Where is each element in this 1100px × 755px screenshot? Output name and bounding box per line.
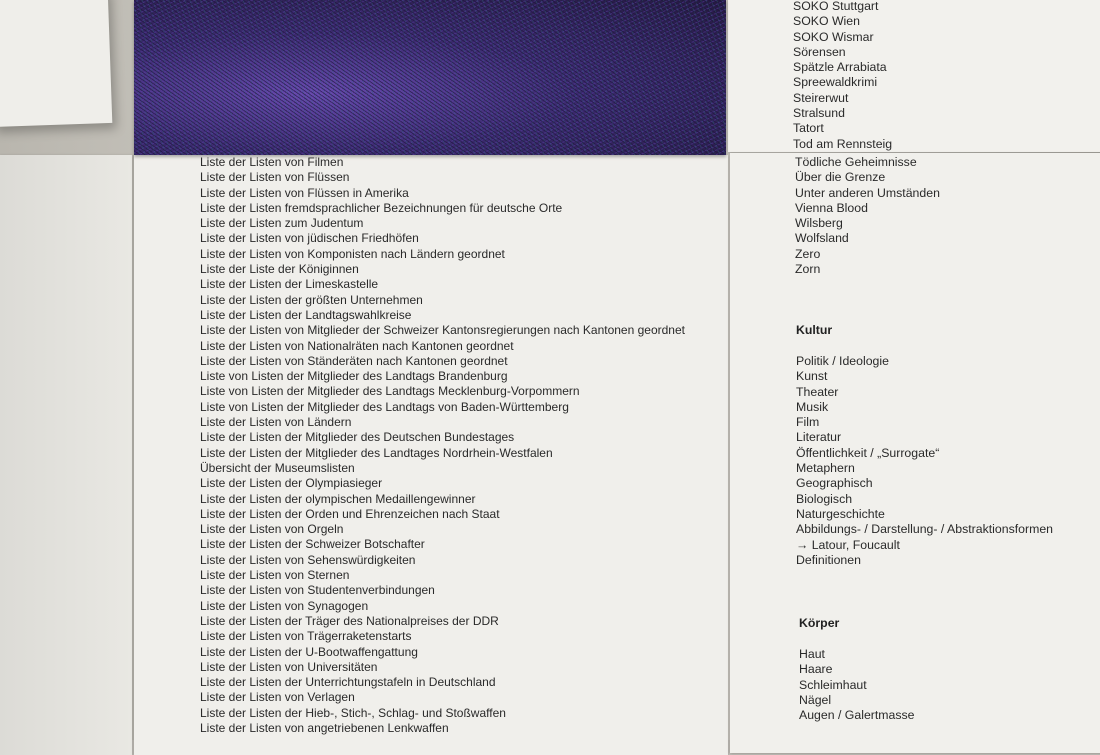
list-item: Kunst xyxy=(796,369,828,384)
list-item: Zero xyxy=(795,246,821,261)
list-item: Musik xyxy=(796,399,829,414)
koerper-list xyxy=(799,647,915,723)
list-item: Zorn xyxy=(795,262,821,277)
list-item: Unter anderen Umständen xyxy=(795,185,940,200)
list-item: Liste der Listen zum Judentum xyxy=(200,216,364,231)
list-item: Liste der Listen von jüdischen Friedhöfen xyxy=(200,231,419,246)
list-item: Film xyxy=(796,415,820,430)
list-item: → Latour, Foucault xyxy=(796,537,900,552)
list-item: Liste der Listen von Ständeräten nach Kantonen geordnet xyxy=(200,353,508,368)
list-item: Wilsberg xyxy=(795,216,843,231)
kultur-heading: Kultur xyxy=(796,323,833,337)
list-item: Spätzle Arrabiata xyxy=(793,60,887,75)
list-item: Liste der Listen der Mitglieder des Deutschen Bundestages xyxy=(200,430,515,445)
list-item: Liste der Listen der Träger des Nationalpreises der DDR xyxy=(200,613,499,628)
list-item: Öffentlichkeit / „Surrogate“ xyxy=(796,445,940,460)
list-item: SOKO Wismar xyxy=(793,29,874,44)
list-item: Biologisch xyxy=(796,491,853,506)
list-item: Augen / Galertmasse xyxy=(799,708,915,723)
list-item: Liste von Listen der Mitglieder des Landtags von Baden-Württemberg xyxy=(200,399,569,414)
list-item: Liste der Listen der Olympiasieger xyxy=(200,476,383,491)
list-item: Vienna Blood xyxy=(795,200,868,215)
list-item: Steirerwut xyxy=(793,90,849,105)
list-item: Spreewaldkrimi xyxy=(793,75,878,90)
list-item: Liste der Listen von Studentenverbindungen xyxy=(200,583,435,598)
list-item: Liste der Listen von Sternen xyxy=(200,568,350,583)
list-item: Liste der Listen von Orgeln xyxy=(200,522,344,537)
list-item: Schleimhaut xyxy=(799,677,867,692)
list-item: Liste der Listen von Flüssen in Amerika xyxy=(200,185,409,200)
list-item: Politik / Ideologie xyxy=(796,354,889,368)
kultur-list xyxy=(796,354,1053,568)
list-item: Theater xyxy=(796,384,839,399)
list-item: Tatort xyxy=(793,121,824,136)
list-item: Liste der Listen der Unterrichtungstafeln in Deutschland xyxy=(200,675,496,690)
list-item: Liste der Listen von Nationalräten nach Kantonen geordnet xyxy=(200,338,514,353)
list-item: Liste der Listen fremdsprachlicher Bezeichnungen für deutsche Orte xyxy=(200,200,563,215)
list-item: Liste der Listen von Ländern xyxy=(200,415,352,430)
list-item: Liste der Listen von Komponisten nach Ländern geordnet xyxy=(200,246,505,261)
list-item: Liste der Listen von Universitäten xyxy=(200,659,378,674)
crime-series-list-top xyxy=(793,0,892,152)
list-of-lists xyxy=(200,155,685,736)
paper-sheet-left-bottom xyxy=(0,155,132,755)
list-item: Liste der Listen der U-Bootwaffengattung xyxy=(200,644,418,659)
list-item: Liste der Listen der Hieb-, Stich-, Schlag- und Stoßwaffen xyxy=(200,705,506,720)
list-item: Haare xyxy=(799,662,833,677)
list-item: Tod am Rennsteig xyxy=(793,136,893,151)
list-item: Wolfsland xyxy=(795,231,849,246)
list-item: SOKO Stuttgart xyxy=(793,0,879,13)
list-item: Liste von Listen der Mitglieder des Landtags Mecklenburg-Vorpommern xyxy=(200,384,580,399)
list-item: Geographisch xyxy=(796,476,873,491)
list-item: Liste der Listen von Mitglieder der Schweizer Kantonsregierungen nach Kantonen geordnet xyxy=(200,323,685,338)
list-item: Liste der Listen der größten Unternehmen xyxy=(200,292,423,307)
crime-series-list-bottom xyxy=(795,155,940,277)
list-item: Tödliche Geheimnisse xyxy=(795,155,917,169)
list-item: Über die Grenze xyxy=(795,170,886,185)
list-item: Liste der Listen der olympischen Medaillengewinner xyxy=(200,491,476,506)
purple-pen-drawing xyxy=(134,0,726,155)
list-item: Liste der Listen von angetriebenen Lenkwaffen xyxy=(200,720,449,735)
list-item: Metaphern xyxy=(796,461,855,476)
list-item: Liste der Listen der Mitglieder des Landtages Nordrhein-Westfalen xyxy=(200,445,553,460)
list-item: SOKO Wien xyxy=(793,14,860,29)
list-item: Liste der Liste der Königinnen xyxy=(200,262,359,277)
list-item: Sörensen xyxy=(793,44,846,59)
list-item: Übersicht der Museumslisten xyxy=(200,460,355,475)
list-item: Nägel xyxy=(799,692,832,707)
list-item: Liste der Listen von Verlagen xyxy=(200,690,355,705)
list-item: Liste der Listen von Synagogen xyxy=(200,598,369,613)
list-item: Liste von Listen der Mitglieder des Landtags Brandenburg xyxy=(200,369,508,384)
list-item: Liste der Listen von Flüssen xyxy=(200,170,350,185)
list-item: Haut xyxy=(799,647,825,661)
list-item: Liste der Listen der Orden und Ehrenzeichen nach Staat xyxy=(200,506,500,521)
list-item: Liste der Listen der Schweizer Botschafter xyxy=(200,537,425,552)
list-item: Liste der Listen von Sehenswürdigkeiten xyxy=(200,552,416,567)
list-item: Definitionen xyxy=(796,552,861,567)
list-item: Liste der Listen von Filmen xyxy=(200,155,344,169)
list-item: Liste der Listen von Trägerraketenstarts xyxy=(200,629,412,644)
list-item: Stralsund xyxy=(793,106,845,121)
koerper-heading: Körper xyxy=(799,616,840,630)
paper-sheet-right-top xyxy=(728,0,1100,152)
list-item: Liste der Listen der Limeskastelle xyxy=(200,277,379,292)
list-item: Liste der Listen der Landtagswahlkreise xyxy=(200,307,412,322)
paper-sheet-left-top xyxy=(0,0,112,127)
list-item: Literatur xyxy=(796,430,842,445)
list-item: Naturgeschichte xyxy=(796,506,885,521)
list-item: Abbildungs- / Darstellung- / Abstraktionsformen xyxy=(796,522,1053,537)
